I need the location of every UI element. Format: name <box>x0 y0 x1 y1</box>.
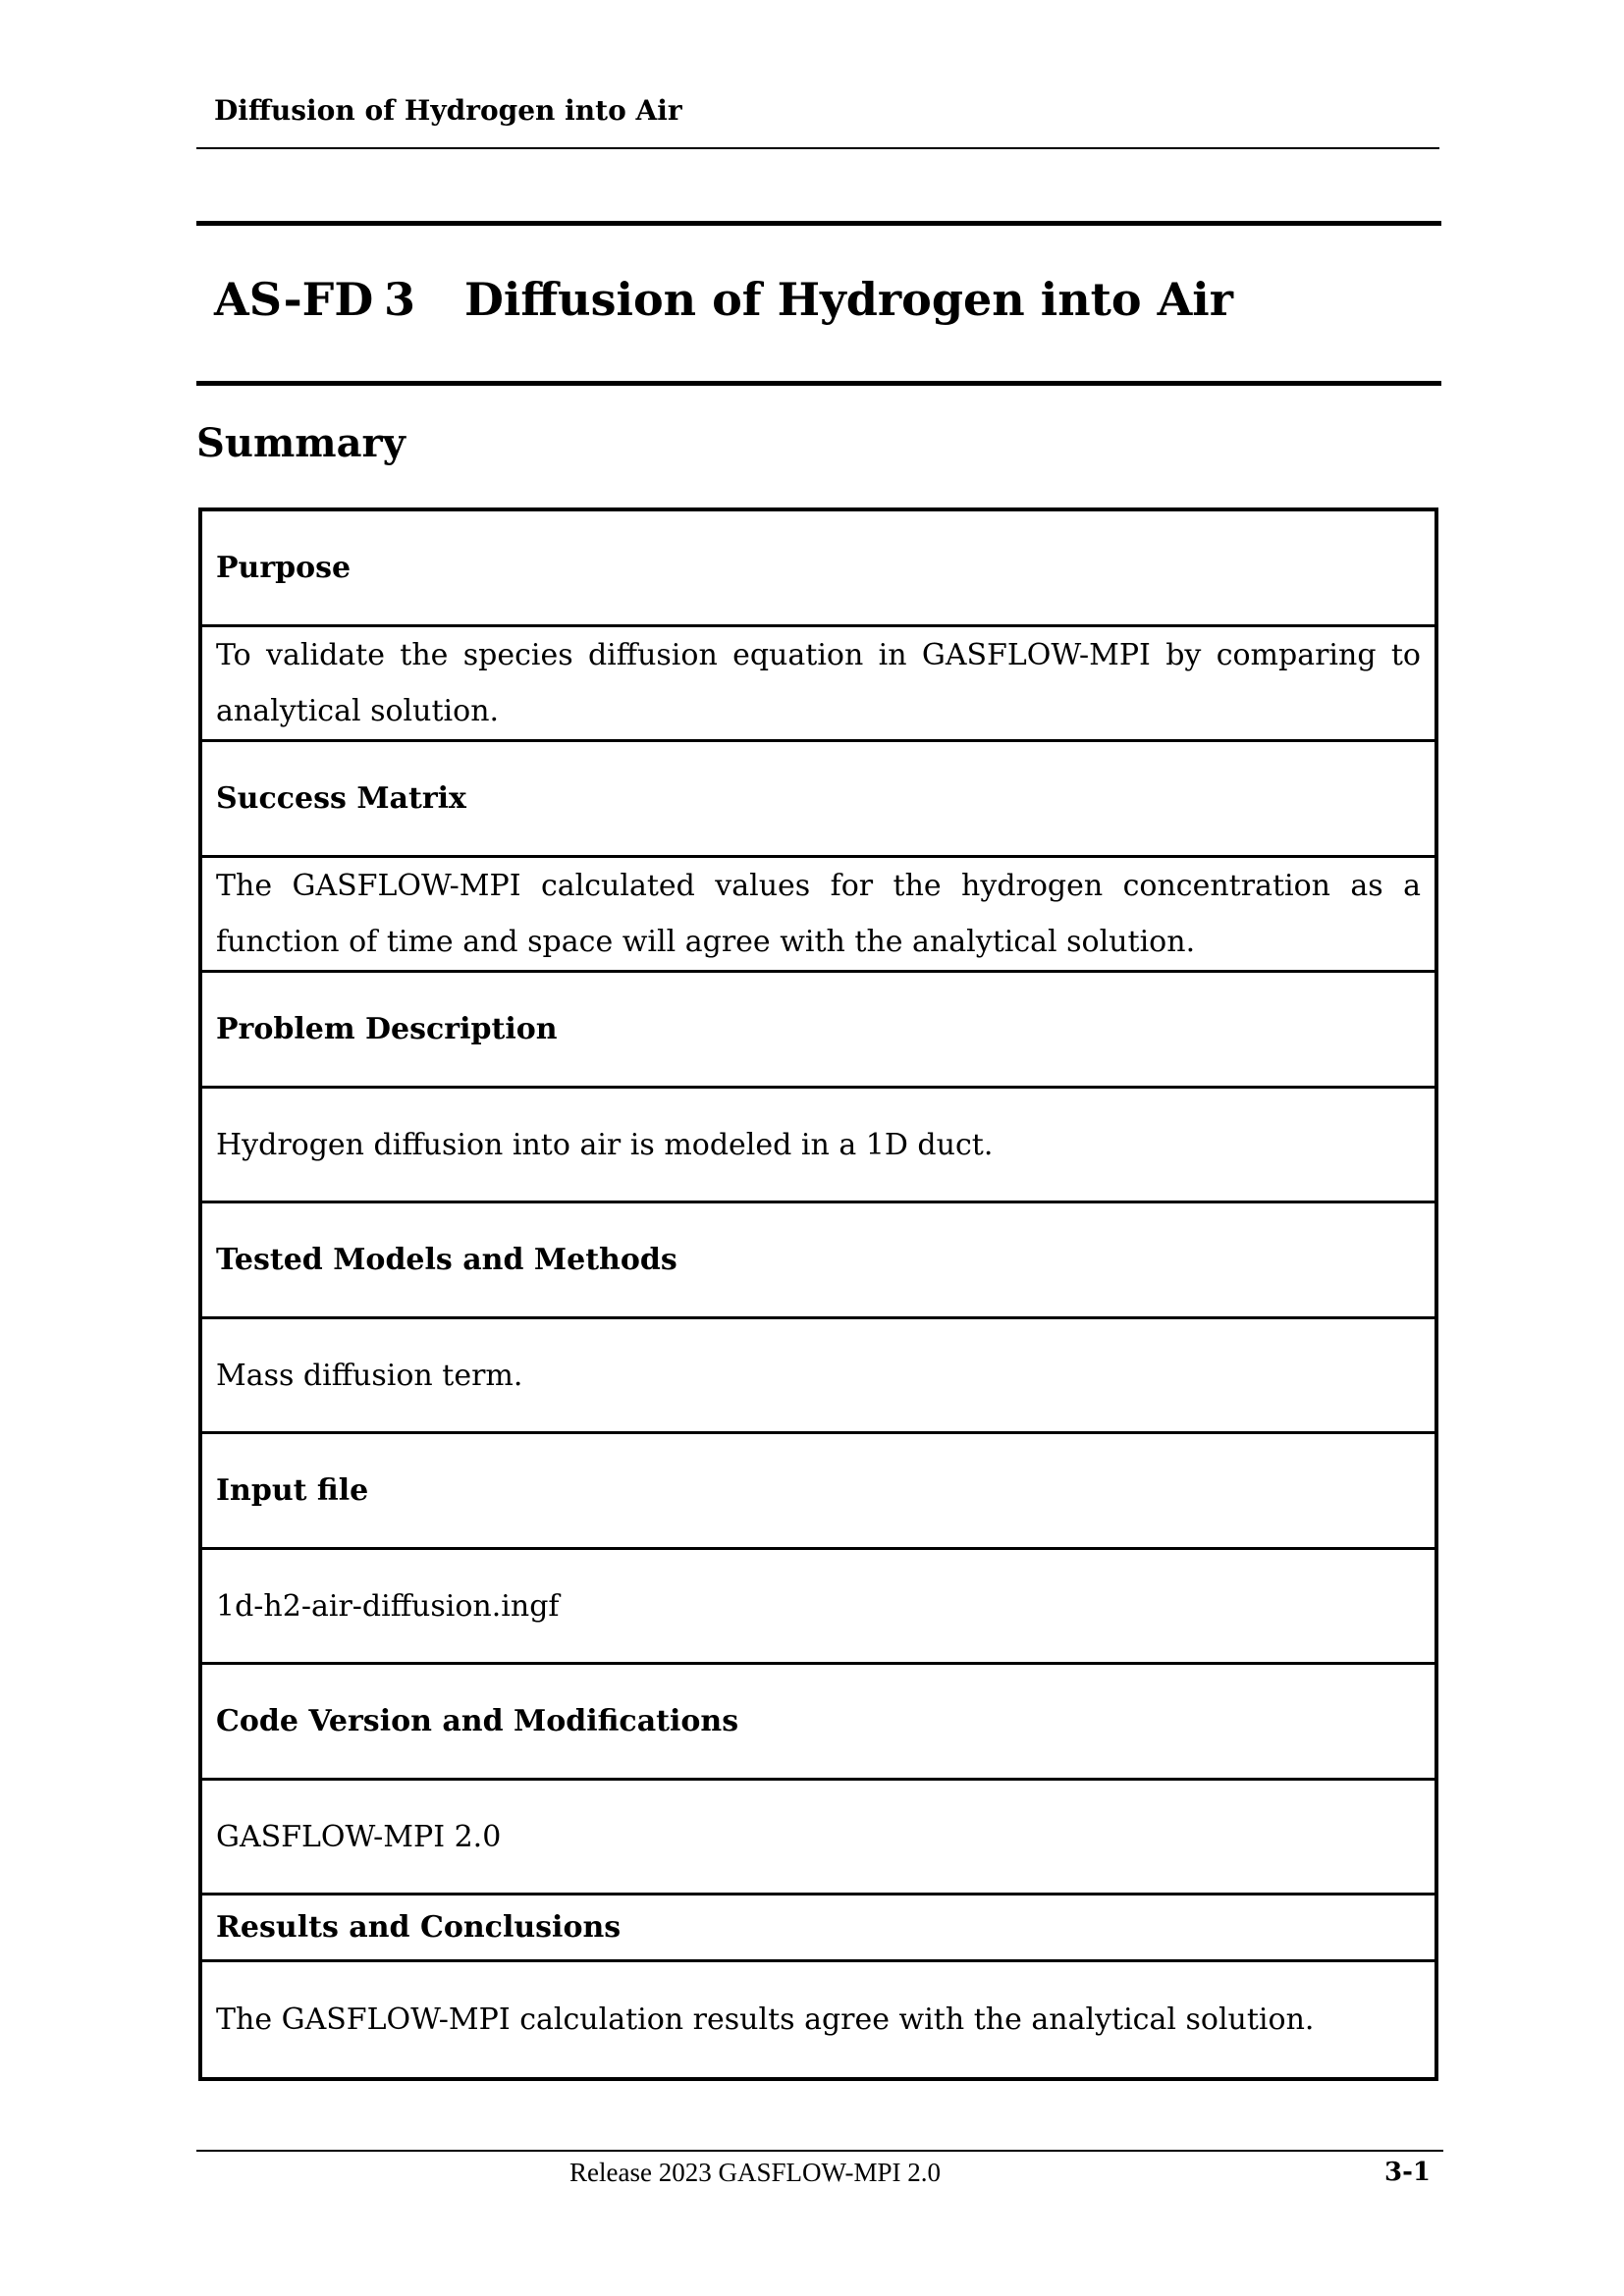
problem-description-label: Problem Description <box>202 973 1435 1089</box>
footer-release: Release 2023 GASFLOW-MPI 2.0 <box>569 2158 941 2187</box>
footer-rule <box>196 2150 1443 2152</box>
page-number: 3-1 <box>1384 2158 1431 2187</box>
purpose-label: Purpose <box>202 511 1435 627</box>
code-version-label: Code Version and Modifications <box>202 1665 1435 1781</box>
tested-models-label: Tested Models and Methods <box>202 1203 1435 1319</box>
section-heading: Summary <box>196 420 406 466</box>
chapter-rule-top <box>196 221 1441 226</box>
success-matrix-label: Success Matrix <box>202 742 1435 858</box>
input-file-label: Input file <box>202 1434 1435 1550</box>
success-matrix-text: The GASFLOW-MPI calculated values for the hydrogen concentration as a function of time and space will agree with the analytical solution. <box>202 858 1435 973</box>
code-version-text: GASFLOW-MPI 2.0 <box>202 1781 1435 1896</box>
results-conclusions-label: Results and Conclusions <box>202 1896 1435 1962</box>
results-conclusions-text: The GASFLOW-MPI calculation results agree with the analytical solution. <box>216 2002 1315 2037</box>
purpose-text: To validate the species diffusion equation in GASFLOW-MPI by comparing to analytical solution. <box>202 627 1435 742</box>
chapter-rule-bottom <box>196 381 1441 386</box>
header-rule <box>196 147 1439 149</box>
input-file-text: 1d-h2-air-diffusion.ingf <box>202 1550 1435 1665</box>
running-header: Diffusion of Hydrogen into Air <box>214 94 682 127</box>
chapter-number: 3 <box>384 273 416 326</box>
chapter-title-text: Diffusion of Hydrogen into Air <box>464 273 1233 326</box>
problem-description-text: Hydrogen diffusion into air is modeled in a 1D duct. <box>202 1089 1435 1203</box>
chapter-title <box>214 273 1233 326</box>
summary-table <box>198 507 1438 2081</box>
tested-models-text: Mass diffusion term. <box>202 1319 1435 1434</box>
chapter-id: AS-FD <box>214 273 374 326</box>
